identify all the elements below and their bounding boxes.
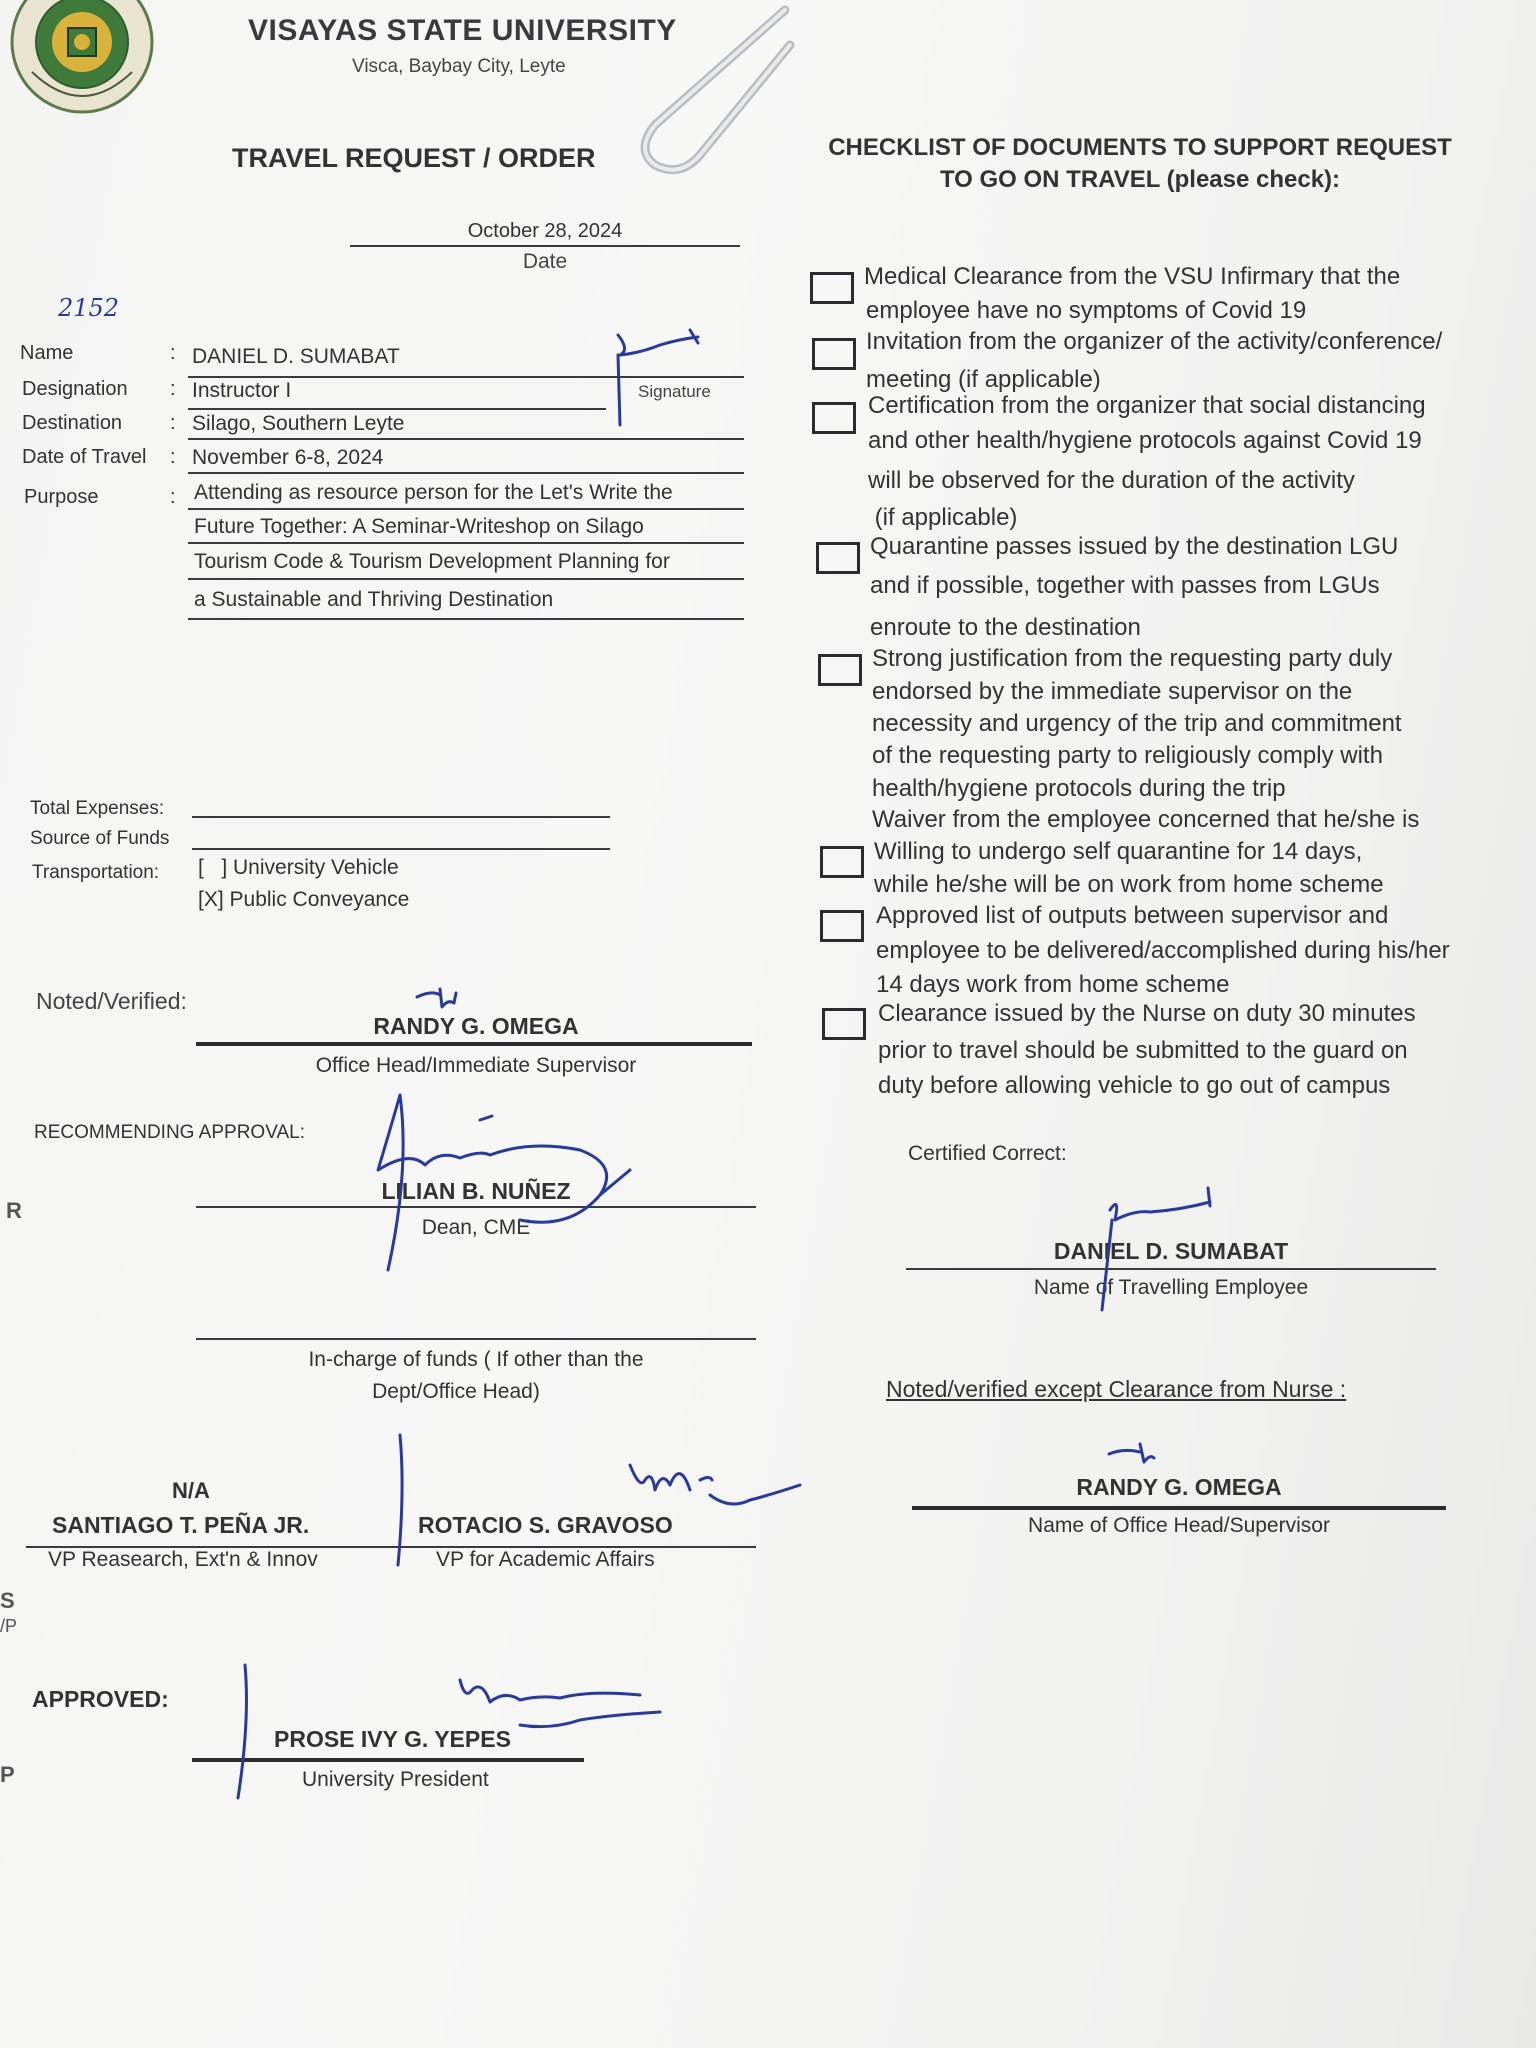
purpose-underline-4 (188, 618, 744, 620)
checklist-item-3-line-4: (if applicable) (868, 504, 1018, 531)
checklist-item-3-line-3: will be observed for the duration of the activity (868, 467, 1355, 494)
dean-title: Dean, CME (421, 1216, 531, 1239)
approved-label: APPROVED: (32, 1686, 169, 1712)
checkbox-strong-justification[interactable] (818, 654, 862, 686)
transport-option-university-vehicle: [ ] University Vehicle (198, 856, 399, 879)
checklist-item-3-line-2: and other health/hygiene protocols against Covid 19 (868, 427, 1422, 454)
total-expenses-label: Total Expenses: (30, 798, 165, 819)
checklist-item-4-line-1: Quarantine passes issued by the destination LGU (870, 533, 1399, 560)
traveller-name: DANIEL D. SUMABAT (1053, 1238, 1289, 1264)
checklist-title-2: TO GO ON TRAVEL (please check): (939, 166, 1341, 193)
checkbox-quarantine-passes[interactable] (816, 542, 860, 574)
university-name: VISAYAS STATE UNIVERSITY (248, 14, 677, 47)
date-of-travel-colon: : (170, 446, 176, 468)
checklist-item-6-line-2: Willing to undergo self quarantine for 14 days, (874, 838, 1363, 865)
edge-fragment-3: /P (0, 1616, 18, 1636)
edge-fragment-2: S (0, 1588, 15, 1613)
date-of-travel-line (188, 472, 744, 474)
traveller-signature (1090, 1180, 1240, 1320)
funds-incharge-line (196, 1338, 756, 1340)
destination-value: Silago, Southern Leyte (192, 412, 405, 435)
supervisor-title: Name of Office Head/Supervisor (1028, 1514, 1330, 1537)
vp-academic-signature (390, 1430, 810, 1570)
vp-research-name: SANTIAGO T. PEÑA JR. (52, 1512, 310, 1538)
handwritten-number: 2152 (58, 294, 120, 322)
supervisor-name: RANDY G. OMEGA (1076, 1474, 1282, 1500)
date-of-travel-value: November 6-8, 2024 (192, 446, 384, 469)
funds-incharge-title-1: In-charge of funds ( If other than the (308, 1348, 644, 1371)
checklist-item-1-line-1: Medical Clearance from the VSU Infirmary that the (864, 263, 1401, 290)
checklist-item-2-line-2: meeting (if applicable) (866, 366, 1101, 393)
transport-option-public-conveyance: [X] Public Conveyance (198, 888, 410, 911)
checkbox-certification[interactable] (812, 402, 856, 434)
noted-title: Office Head/Immediate Supervisor (315, 1054, 637, 1077)
purpose-line-1: Attending as resource person for the Let's Write the (194, 481, 673, 504)
designation-label: Designation (22, 378, 128, 400)
checklist-title-1: CHECKLIST OF DOCUMENTS TO SUPPORT REQUEST (828, 134, 1452, 161)
form-title: TRAVEL REQUEST / ORDER (232, 143, 596, 173)
checkbox-approved-outputs[interactable] (820, 910, 864, 942)
checklist-item-5-line-1: Strong justification from the requesting party duly (872, 645, 1393, 672)
purpose-line-2: Future Together: A Seminar-Writeshop on Silago (194, 515, 644, 538)
noted-except-nurse-label: Noted/verified except Clearance from Nurse : (886, 1376, 1347, 1402)
dean-name: LILIAN B. NUÑEZ (381, 1178, 571, 1204)
applicant-signature (600, 325, 720, 435)
president-name: PROSE IVY G. YEPES (274, 1726, 511, 1752)
checklist-item-7-line-3: 14 days work from home scheme (876, 971, 1230, 998)
designation-value: Instructor I (192, 379, 292, 402)
supervisor-signature-line (912, 1506, 1446, 1510)
date-line (350, 245, 740, 247)
president-signature (220, 1660, 670, 1800)
checklist-item-4-line-2: and if possible, together with passes from LGUs (870, 572, 1380, 599)
recommending-approval-label: RECOMMENDING APPROVAL: (34, 1122, 305, 1143)
checklist-item-6-line-3: while he/she will be on work from home scheme (874, 871, 1384, 898)
certified-correct-label: Certified Correct: (908, 1142, 1067, 1165)
checklist-item-8-line-1: Clearance issued by the Nurse on duty 30 minutes (878, 1000, 1416, 1027)
designation-line (188, 408, 606, 410)
traveller-title: Name of Travelling Employee (1033, 1276, 1309, 1299)
noted-name: RANDY G. OMEGA (373, 1013, 579, 1039)
source-of-funds-label: Source of Funds (30, 828, 170, 849)
checklist-item-8-line-2: prior to travel should be submitted to the guard on (878, 1037, 1408, 1064)
name-value: DANIEL D. SUMABAT (192, 345, 400, 368)
checklist-item-2-line-1: Invitation from the organizer of the activity/conference/ (866, 328, 1443, 355)
designation-colon: : (170, 378, 176, 400)
president-title: University President (302, 1768, 489, 1791)
vp-research-title: VP Reasearch, Ext'n & Innov (48, 1548, 318, 1571)
date-label: Date (522, 250, 568, 273)
checklist-item-6-line-1: Waiver from the employee concerned that he/she is (872, 806, 1420, 833)
na-label: N/A (172, 1478, 210, 1503)
purpose-underline-2 (188, 542, 744, 544)
date-value: October 28, 2024 (467, 220, 623, 242)
signature-label: Signature (638, 382, 711, 401)
noted-verified-label: Noted/Verified: (36, 988, 187, 1014)
funds-incharge-title-2: Dept/Office Head) (372, 1380, 540, 1403)
checklist-item-5-line-4: of the requesting party to religiously comply with (872, 742, 1383, 769)
destination-colon: : (170, 412, 176, 434)
checklist-item-8-line-3: duty before allowing vehicle to go out of campus (878, 1072, 1391, 1099)
transportation-label: Transportation: (32, 862, 160, 883)
destination-line (188, 438, 744, 440)
noted-signature-line (196, 1042, 752, 1046)
checklist-item-7-line-1: Approved list of outputs between supervisor and (876, 902, 1389, 929)
name-colon: : (170, 342, 176, 364)
purpose-colon: : (170, 486, 176, 508)
purpose-label: Purpose (24, 486, 99, 508)
checklist-item-5-line-5: health/hygiene protocols during the trip (872, 775, 1286, 802)
total-expenses-line (192, 816, 610, 818)
vp-academic-name: ROTACIO S. GRAVOSO (418, 1512, 673, 1538)
vp-academic-title: VP for Academic Affairs (436, 1548, 655, 1571)
purpose-underline-3 (188, 578, 744, 580)
name-label: Name (20, 342, 74, 364)
checklist-item-5-line-3: necessity and urgency of the trip and commitment (872, 710, 1402, 737)
purpose-line-3: Tourism Code & Tourism Development Planning for (194, 550, 670, 573)
checklist-item-1-line-2: employee have no symptoms of Covid 19 (866, 297, 1307, 324)
checkbox-nurse-clearance[interactable] (822, 1008, 866, 1040)
supervisor-signature (1104, 1440, 1174, 1470)
checkbox-invitation[interactable] (812, 338, 856, 370)
source-of-funds-line (192, 848, 610, 850)
purpose-line-4: a Sustainable and Thriving Destination (194, 588, 554, 611)
purpose-underline-1 (188, 508, 744, 510)
noted-signature (412, 985, 472, 1015)
checklist-item-3-line-1: Certification from the organizer that social distancing (868, 392, 1426, 419)
checkbox-medical-clearance[interactable] (810, 272, 854, 304)
checkbox-waiver[interactable] (820, 846, 864, 878)
university-address: Visca, Baybay City, Leyte (352, 56, 566, 77)
checklist-item-5-line-2: endorsed by the immediate supervisor on the (872, 678, 1353, 705)
dean-signature (370, 1090, 640, 1280)
checklist-item-7-line-2: employee to be delivered/accomplished during his/her (876, 937, 1450, 964)
edge-fragment-4: P (0, 1762, 15, 1787)
university-seal-icon (4, 0, 154, 120)
checklist-item-4-line-3: enroute to the destination (870, 614, 1141, 641)
date-of-travel-label: Date of Travel (22, 446, 147, 468)
destination-label: Destination (22, 412, 123, 434)
edge-fragment-1: R (6, 1198, 22, 1223)
